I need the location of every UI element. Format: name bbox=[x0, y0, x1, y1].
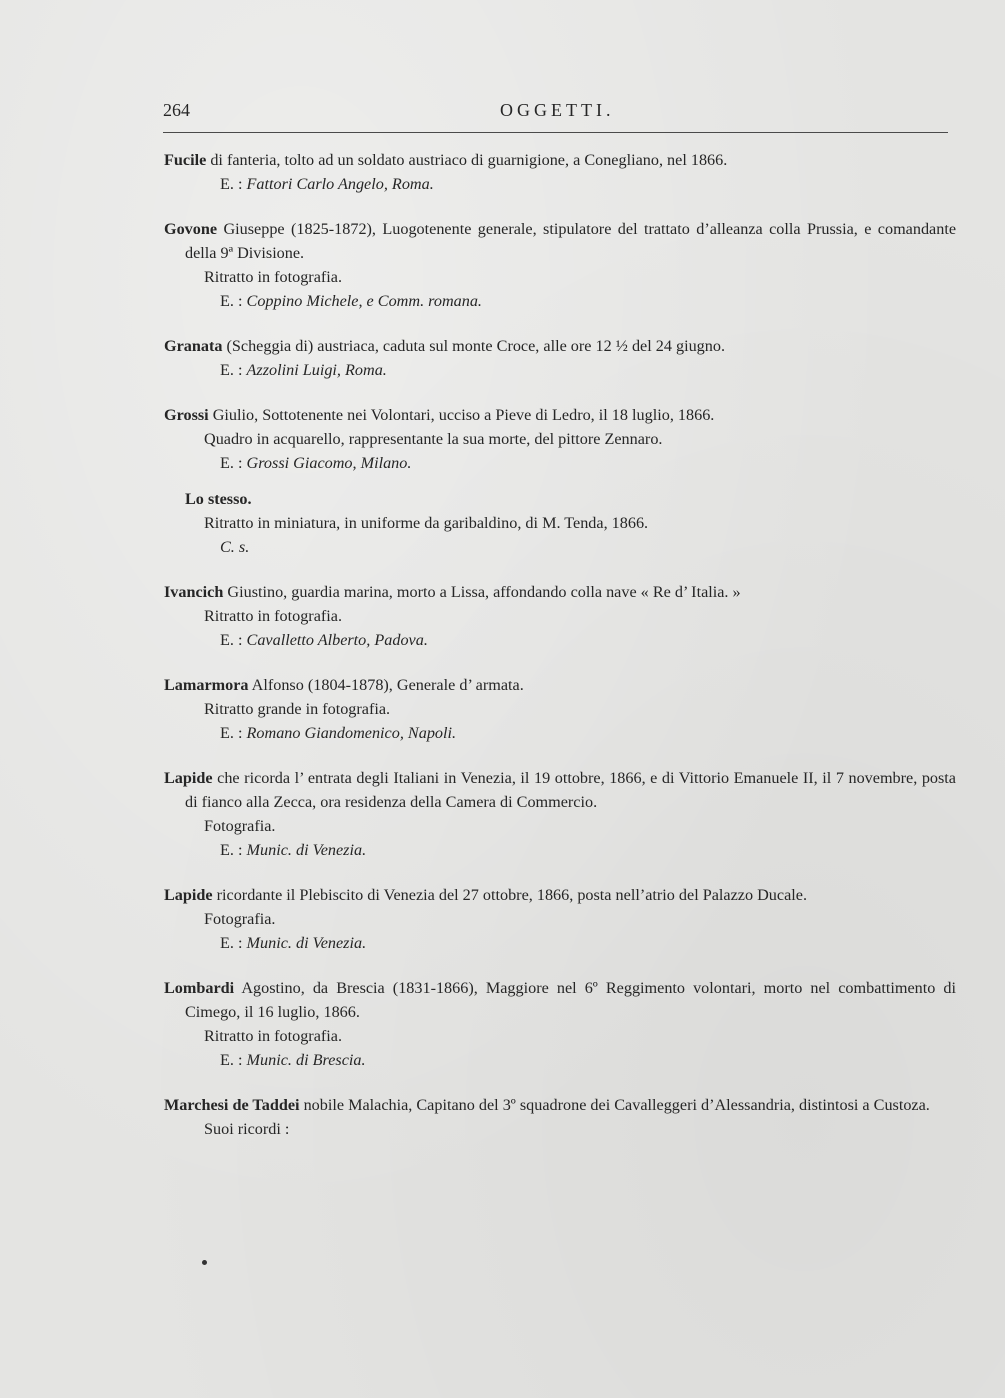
exhibitor-line: E. : Munic. di Venezia. bbox=[220, 841, 367, 859]
entry-detail-line: Fotografia. bbox=[204, 817, 276, 835]
exhibitor-name: Coppino Michele, e Comm. romana. bbox=[246, 292, 482, 310]
entry-description: Giuseppe (1825-1872), Luogotenente generale, stipulatore del trattato d’alleanza colla Prussia, e comandante della 9ª Divisione. bbox=[185, 220, 956, 262]
exhibitor-name: Azzolini Luigi, Roma. bbox=[246, 361, 387, 379]
exhibitor-line: E. : Azzolini Luigi, Roma. bbox=[220, 361, 387, 379]
entry-title: Lombardi bbox=[164, 979, 235, 997]
entry-detail-line: Ritratto in fotografia. bbox=[204, 607, 343, 625]
entry-title: Fucile bbox=[164, 151, 207, 169]
catalog-entry bbox=[164, 403, 956, 475]
entry-description: (Scheggia di) austriaca, caduta sul monte Croce, alle ore 12 ½ del 24 giugno. bbox=[226, 337, 726, 355]
exhibitor-name: C. s. bbox=[220, 538, 250, 556]
entry-title: Govone bbox=[164, 220, 218, 238]
entry-description: Giustino, guardia marina, morto a Lissa, affondando colla nave « Re d’ Italia. » bbox=[227, 583, 741, 601]
exhibitor-line: E. : Grossi Giacomo, Milano. bbox=[220, 454, 412, 472]
sub-entry-title: Lo stesso. bbox=[185, 490, 252, 508]
catalog-entry bbox=[164, 976, 956, 1072]
exhibitor-line: E. : Munic. di Brescia. bbox=[220, 1051, 366, 1069]
catalog-content bbox=[164, 148, 956, 1162]
catalog-entry bbox=[164, 766, 956, 862]
exhibitor-line: E. : Romano Giandomenico, Napoli. bbox=[220, 724, 457, 742]
exhibitor-line: E. : Munic. di Venezia. bbox=[220, 934, 367, 952]
catalog-entry bbox=[164, 1093, 956, 1141]
exhibitor-line: E. : Coppino Michele, e Comm. romana. bbox=[220, 292, 482, 310]
entry-title: Lapide bbox=[164, 886, 213, 904]
exhibitor-name: Grossi Giacomo, Milano. bbox=[246, 454, 412, 472]
catalog-entry bbox=[164, 673, 956, 745]
exhibitor-name: Fattori Carlo Angelo, Roma. bbox=[246, 175, 434, 193]
entry-detail-line: Ritratto in fotografia. bbox=[204, 1027, 343, 1045]
exhibitor-name: Munic. di Venezia. bbox=[246, 934, 367, 952]
header-rule bbox=[163, 132, 948, 133]
entry-description: Alfonso (1804-1878), Generale d’ armata. bbox=[251, 676, 524, 694]
entry-description: Giulio, Sottotenente nei Volontari, ucciso a Pieve di Ledro, il 18 luglio, 1866. bbox=[212, 406, 715, 424]
page-number: 264 bbox=[163, 100, 190, 120]
entry-description: nobile Malachia, Capitano del 3º squadrone dei Cavalleggeri d’Alessandria, distintosi a Custoza. bbox=[303, 1096, 930, 1114]
entry-title: Grossi bbox=[164, 406, 209, 424]
exhibitor-line: E. : Cavalletto Alberto, Padova. bbox=[220, 631, 428, 649]
entry-description: di fanteria, tolto ad un soldato austriaco di guarnigione, a Conegliano, nel 1866. bbox=[210, 151, 728, 169]
catalog-entry bbox=[164, 334, 956, 382]
entry-detail-line: Ritratto in miniatura, in uniforme da garibaldino, di M. Tenda, 1866. bbox=[204, 514, 649, 532]
running-title: OGGETTI. bbox=[500, 100, 615, 120]
catalog-entry bbox=[164, 148, 956, 196]
entry-detail-line: Ritratto grande in fotografia. bbox=[204, 700, 391, 718]
catalog-entry bbox=[164, 580, 956, 652]
exhibitor-name: Romano Giandomenico, Napoli. bbox=[246, 724, 457, 742]
entry-detail-line: Suoi ricordi : bbox=[204, 1120, 290, 1138]
entry-title: Marchesi de Taddei bbox=[164, 1096, 300, 1114]
entry-description: che ricorda l’ entrata degli Italiani in Venezia, il 19 ottobre, 1866, e di Vittorio Emanuele II, il 7 novembre, posta di fianco alla Zecca, ora residenza della Camera di Commercio. bbox=[185, 769, 956, 811]
entry-title: Lamarmora bbox=[164, 676, 249, 694]
catalog-entry bbox=[164, 883, 956, 955]
entry-detail-line: Ritratto in fotografia. bbox=[204, 268, 343, 286]
ink-speck bbox=[202, 1260, 207, 1265]
exhibitor-name: Cavalletto Alberto, Padova. bbox=[246, 631, 428, 649]
entry-title: Granata bbox=[164, 337, 223, 355]
exhibitor-line: E. : Fattori Carlo Angelo, Roma. bbox=[220, 175, 434, 193]
catalog-sub-entry bbox=[164, 487, 956, 559]
exhibitor-name: Munic. di Brescia. bbox=[246, 1051, 366, 1069]
exhibitor-name: Munic. di Venezia. bbox=[246, 841, 367, 859]
catalog-entry bbox=[164, 217, 956, 313]
entry-description: Agostino, da Brescia (1831-1866), Maggiore nel 6º Reggimento volontari, morto nel combattimento di Cimego, il 16 luglio, 1866. bbox=[185, 979, 957, 1021]
entry-detail-line: Fotografia. bbox=[204, 910, 276, 928]
entry-description: ricordante il Plebiscito di Venezia del 27 ottobre, 1866, posta nell’atrio del Palazzo Ducale. bbox=[216, 886, 808, 904]
entry-detail-line: Quadro in acquarello, rappresentante la sua morte, del pittore Zennaro. bbox=[204, 430, 663, 448]
entry-title: Ivancich bbox=[164, 583, 224, 601]
entry-title: Lapide bbox=[164, 769, 213, 787]
page-header bbox=[163, 100, 948, 124]
